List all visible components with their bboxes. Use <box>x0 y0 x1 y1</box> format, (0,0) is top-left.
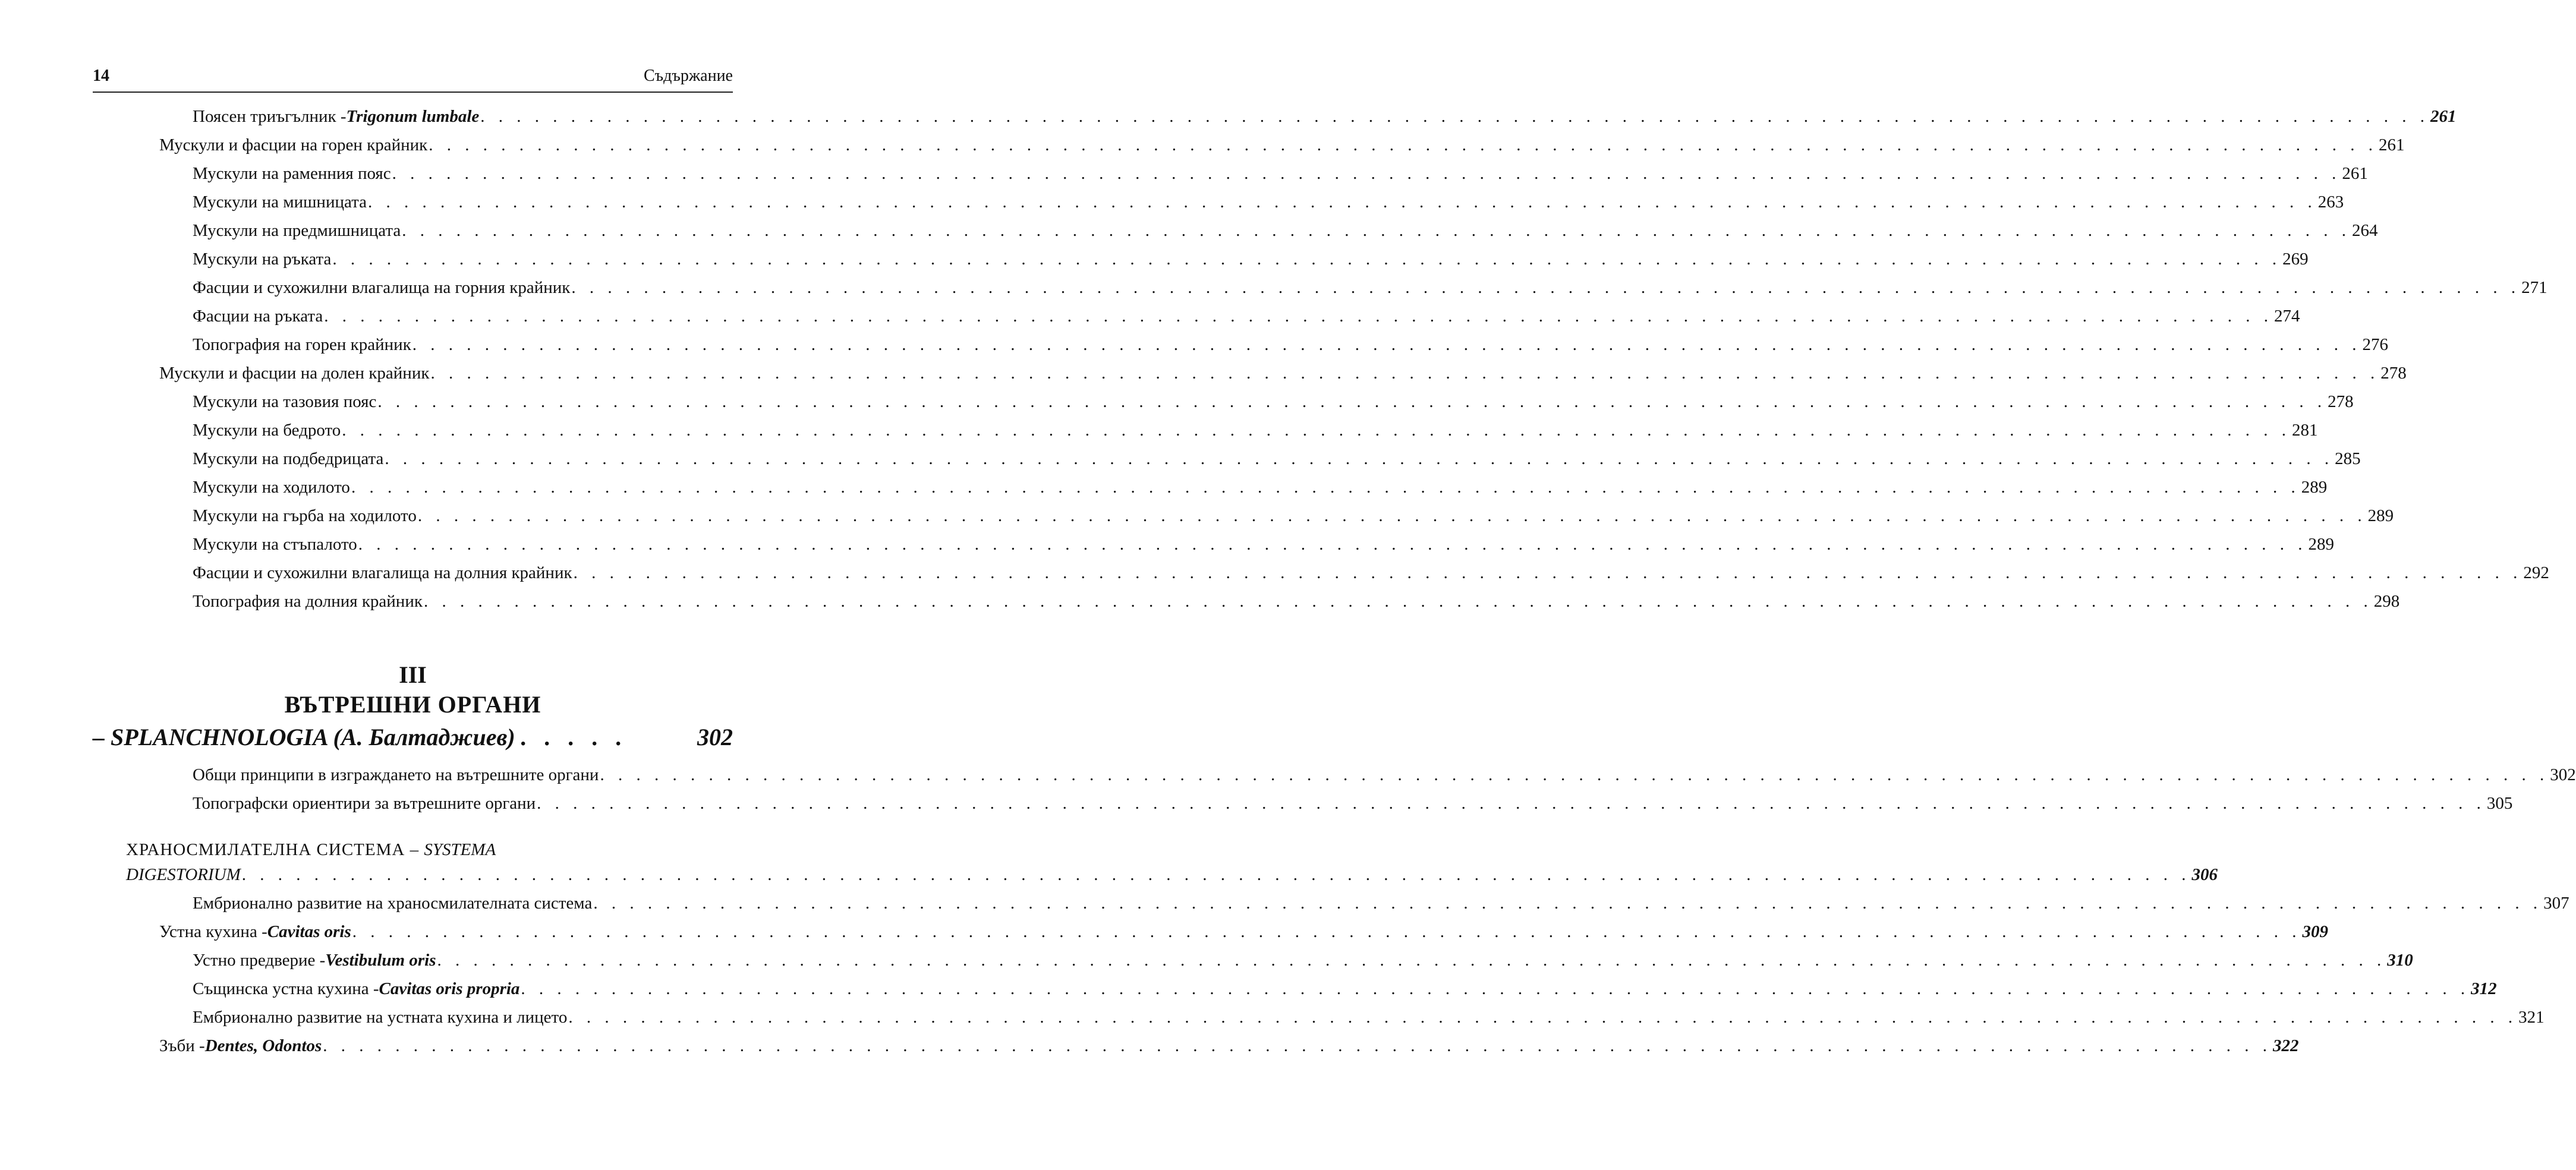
toc-leader: . . . . . . . . . . . . . . . . . . . . . . . . . . . . . . . . . . . . . . . . . . . . . . . . . . . . . . . . . . . . . . . . . . . . . . . . . . . . . . . . . . . . . . . . . . . . . . . . . . . . . . . . . . . . <box>352 922 2301 941</box>
toc-entry <box>93 273 2547 302</box>
toc-entry <box>93 188 2344 216</box>
toc-leader: . . . . . . . . . . . . . . . . . . . . . . . . . . . . . . . . . . . . . . . . . . . . . . . . . . . . . . . . . . . . . . . . . . . . . . . . . . . . . . . . . . . . . . . . . . . . . . . . . . . . . . . . . . . . <box>417 506 2367 525</box>
toc-entry <box>93 789 2513 818</box>
toc-entry-page: 278 <box>2328 392 2354 411</box>
toc-leader: . . . . . . . . . . . . . . . . . . . . . . . . . . . . . . . . . . . . . . . . . . . . . . . . . . . . . . . . . . . . . . . . . . . . . . . . . . . . . . . . . . . . . . . . . . . . . . . . . . . . . . . . . . . . <box>437 951 2386 970</box>
toc-entry <box>93 559 2549 587</box>
page-header <box>93 67 733 90</box>
toc-entry <box>93 530 2335 559</box>
toc-leader: . . . . . . . . . . . . . . . . . . . . . . . . . . . . . . . . . . . . . . . . . . . . . . . . . . . . . . . . . . . . . . . . . . . . . . . . . . . . . . . . . . . . . . . . . . . . . . . . . . . . . . . . . . . . <box>423 592 2373 611</box>
toc-leader: . . . . . . . . . . . . . . . . . . . . . . . . . . . . . . . . . . . . . . . . . . . . . . . . . . . . . . . . . . . . . . . . . . . . . . . . . . . . . . . . . . . . . . . . . . . . . . . . . . . . . . . . . . . . <box>480 107 2430 126</box>
toc-leader: . . . . . . . . . . . . . . . . . . . . . . . . . . . . . . . . . . . . . . . . . . . . . . . . . . . . . . . . . . . . . . . . . . . . . . . . . . . . . . . . . . . . . . . . . . . . . . . . . . . . . . . . . . . . <box>402 221 2351 240</box>
header-rule <box>93 92 733 93</box>
toc-leader: . . . . . . . . . . . . . . . . . . . . . . . . . . . . . . . . . . . . . . . . . . . . . . . . . . . . . . . . . . . . . . . . . . . . . . . . . . . . . . . . . . . . . . . . . . . . . . . . . . . . . . . . . . . . <box>568 1008 2518 1027</box>
toc-entry <box>93 946 2413 975</box>
toc-entry <box>93 387 2354 416</box>
toc-leader: . . . . . . . . . . . . . . . . . . . . . . . . . . . . . . . . . . . . . . . . . . . . . . . . . . . . . . . . . . . . . . . . . . . . . . . . . . . . . . . . . . . . . . . . . . . . . . . . . . . . . . . . . . . . <box>351 478 2300 497</box>
toc-entry-title: Топография на горен крайник <box>193 335 411 354</box>
toc-entry <box>93 1003 2544 1032</box>
toc-leader: . . . . . . . . . . . . . . . . . . . . . . . . . . . . . . . . . . . . . . . . . . . . . . . . . . . . . . . . . . . . . . . . . . . . . . . . . . . . . . . . . . . . . . . . . . . . . . . . . . . . . . . . . . . . <box>342 421 2291 440</box>
toc-entry <box>93 502 2394 530</box>
part-page: 302 <box>697 724 733 750</box>
toc-entry <box>93 975 2497 1003</box>
part-subtitle-row <box>93 723 733 751</box>
toc-entry <box>93 216 2378 245</box>
toc-entry <box>93 587 2400 616</box>
toc-leader: . . . . . . . . . . . . . . . . . . . . . . . . . . . . . . . . . . . . . . . . . . . . . . . . . . . . . . . . . . . . . . . . . . . . . . . . . . . . . . . . . . . . . . . . . . . . . . . . . . . . . . . . . . . . <box>593 894 2543 913</box>
toc-entry-page: 276 <box>2362 335 2389 354</box>
toc-entry <box>93 302 2300 330</box>
toc-entry <box>93 889 2569 917</box>
toc-entry-latin: Dentes, Odontos <box>204 1036 322 1055</box>
toc-entry-title: Мускули и фасции на горен крайник <box>159 135 428 154</box>
toc-entry-title: Същинска устна кухина - <box>193 979 379 998</box>
toc-entry-page: 307 <box>2543 894 2569 913</box>
toc-middle-list <box>93 761 2576 818</box>
toc-entry-title: Мускули на раменния пояс <box>193 164 391 183</box>
toc-entry-title: Топографски ориентири за вътрешните органи <box>193 794 536 813</box>
toc-entry-title: Мускули на тазовия пояс <box>193 392 377 411</box>
toc-lower-list <box>93 889 2569 1060</box>
toc-leader: . . . . . . . . . . . . . . . . . . . . . . . . . . . . . . . . . . . . . . . . . . . . . . . . . . . . . . . . . . . . . . . . . . . . . . . . . . . . . . . . . . . . . . . . . . . . . . . . . . . . . . . . . . . . <box>573 563 2523 582</box>
toc-entry <box>93 444 2361 473</box>
toc-upper-list <box>93 102 2549 616</box>
toc-entry-page: 285 <box>2335 449 2361 468</box>
toc-leader: . . . . . . . . . . . . . . . . . . . . . . . . . . . . . . . . . . . . . . . . . . . . . . . . . . . . . . . . . . . . . . . . . . . . . . . . . . . . . . . . . . . . . . . . . . . . . . . . . . . . . . . . . . . . <box>332 250 2282 269</box>
part-subtitle: – SPLANCHNOLOGIA (А. Балтаджиев) <box>93 724 515 750</box>
toc-entry-latin: Cavitas oris <box>267 922 351 941</box>
toc-leader: . . . . . . . . . . . . . . . . . . . . . . . . . . . . . . . . . . . . . . . . . . . . . . . . . . . . . . . . . . . . . . . . . . . . . . . . . . . . . . . . . . . . . . . . . . . . . . . . . . . . . . . . . . . . <box>358 535 2307 554</box>
toc-entry <box>93 473 2328 502</box>
part-title: ВЪТРЕШНИ ОРГАНИ <box>284 691 541 718</box>
toc-entry-title: Фасции и сухожилни влагалища на долния крайник <box>193 563 572 582</box>
toc-entry-page: 269 <box>2282 250 2309 269</box>
toc-entry-title: Мускули на мишницата <box>193 193 367 212</box>
toc-entry-page: 261 <box>2430 107 2457 126</box>
toc-entry-page: 261 <box>2379 135 2405 154</box>
toc-entry-page: 281 <box>2292 421 2318 440</box>
toc-entry-title: Ембрионално развитие на храносмилателната система <box>193 894 593 913</box>
page-number: 14 <box>93 67 109 85</box>
toc-entry-latin: Trigonum lumbale <box>346 107 480 126</box>
toc-entry-page: 302 <box>2550 765 2576 784</box>
toc-entry-title: Устно предверие - <box>193 951 326 970</box>
toc-entry-title: Топография на долния крайник <box>193 592 423 611</box>
toc-entry-page: 271 <box>2521 278 2547 297</box>
toc-entry-page: 310 <box>2387 951 2413 970</box>
toc-leader: . . . . . . . . . . . . . . . . . . . . . . . . . . . . . . . . . . . . . . . . . . . . . . . . . . . . . . . . . . . . . . . . . . . . . . . . . . . . . . . . . . . . . . . . . . . . . . . . . . . . . . . . . . . . <box>537 794 2486 813</box>
toc-entry-page: 289 <box>2308 535 2335 554</box>
system-title: ХРАНОСМИЛАТЕЛНА СИСТЕМА – <box>126 840 424 859</box>
toc-entry-title: Мускули на стъпалото <box>193 535 357 554</box>
toc-entry-page: 289 <box>2301 478 2328 497</box>
toc-entry-title: Зъби - <box>159 1036 205 1055</box>
toc-entry <box>93 330 2389 359</box>
toc-entry <box>93 245 2309 273</box>
toc-entry-page: 264 <box>2352 221 2378 240</box>
toc-entry-title: Фасции и сухожилни влагалища на горния крайник <box>193 278 571 297</box>
toc-entry-title: Поясен триъгълник - <box>193 107 347 126</box>
toc-leader: . . . . . . . . . . . . . . . . . . . . . . . . . . . . . . . . . . . . . . . . . . . . . . . . . . . . . . . . . . . . . . . . . . . . . . . . . . . . . . . . . . . . . . . . . . . . . . . . . . . . . . . . . . . . <box>385 449 2334 468</box>
system-latin-2: DIGESTORIUM <box>126 865 241 884</box>
toc-leader: . . . . . . . . . . . . . . . . . . . . . . . . . . . . . . . . . . . . . . . . . . . . . . . . . . . . . . . . . . . . . . . . . . . . . . . . . . . . . . . . . . . . . . . . . . . . . . . . . . . . . . . . . . . . <box>377 392 2327 411</box>
toc-entry-page: 274 <box>2274 307 2300 326</box>
running-title: Съдържание <box>643 67 733 85</box>
toc-entry-page: 292 <box>2523 563 2549 582</box>
toc-leader: . . . . . . . . . . . . . . . . . . . . . . . . . . . . . . . . . . . . . . . . . . . . . . . . . . . . . . . . . . . . . . . . . . . . . . . . . . . . . . . . . . . . . . . . . . . . . . . . . . . . . . . . . . . . <box>571 278 2521 297</box>
toc-entry-latin: Vestibulum oris <box>325 951 436 970</box>
toc-entry-page: 305 <box>2486 794 2513 813</box>
toc-entry-page: 278 <box>2380 364 2407 383</box>
toc-entry-page: 309 <box>2302 922 2328 941</box>
toc-entry <box>93 1032 2299 1060</box>
toc-entry <box>93 416 2318 444</box>
toc-entry-page: 322 <box>2273 1036 2299 1055</box>
system-page: 306 <box>2191 865 2218 884</box>
toc-leader: . . . . . . . . . . . . . . . . . . . . . . . . . . . . . . . . . . . . . . . . . . . . . . . . . . . . . . . . . . . . . . . . . . . . . . . . . . . . . . . . . . . . . . . . . . . . . . . . . . . . . . . . . . . . <box>368 193 2317 212</box>
toc-leader: . . . . . . . . . . . . . . . . . . . . . . . . . . . . . . . . . . . . . . . . . . . . . . . . . . . . . . . . . . . . . . . . . . . . . . . . . . . . . . . . . . . . . . . . . . . . . . . . . . . . . . . . . . . . <box>412 335 2361 354</box>
toc-entry-title: Устна кухина - <box>159 922 267 941</box>
toc-leader: . . . . . . . . . . . . . . . . . . . . . . . . . . . . . . . . . . . . . . . . . . . . . . . . . . . . . . . . . . . . . . . . . . . . . . . . . . . . . . . . . . . . . . . . . . . . . . . . . . . . . . . . . . . . <box>521 979 2470 998</box>
toc-entry-title: Мускули на подбедрицата <box>193 449 384 468</box>
toc-entry-title: Мускули на ръката <box>193 250 332 269</box>
toc-entry-title: Ембрионално развитие на устната кухина и лицето <box>193 1008 568 1027</box>
toc-entry-page: 263 <box>2317 193 2344 212</box>
toc-entry <box>93 761 2576 789</box>
toc-entry-page: 289 <box>2367 506 2394 525</box>
toc-leader: . . . . . . . . . . . . . . . . . . . . . . . . . . . . . . . . . . . . . . . . . . . . . . . . . . . . . . . . . . . . . . . . . . . . . . . . . . . . . . . . . . . . . . . . . . . . . . . . . . . . . . . . . . . . <box>429 135 2378 154</box>
toc-entry <box>93 102 2457 131</box>
toc-leader: . . . . . . . . . . . . . . . . . . . . . . . . . . . . . . . . . . . . . . . . . . . . . . . . . . . . . . . . . . . . . . . . . . . . . . . . . . . . . . . . . . . . . . . . . . . . . . . . . . . . . . . . . . . . <box>430 364 2380 383</box>
toc-leader: . . . . . . . . . . . . . . . . . . . . . . . . . . . . . . . . . . . . . . . . . . . . . . . . . . . . . . . . . . . . . . . . . . . . . . . . . . . . . . . . . . . . . . . . . . . . . . . . . . . . . . . . . . . . <box>323 1036 2272 1055</box>
toc-leader: . . . . . . . . . . . . . . . . . . . . . . . . . . . . . . . . . . . . . . . . . . . . . . . . . . . . . . . . . . . . . . . . . . . . . . . . . . . . . . . . . . . . . . . . . . . . . . . . . . . . . . . . . . . . <box>324 307 2273 326</box>
toc-entry-title: Общи принципи в изграждането на вътрешните органи <box>193 765 599 784</box>
toc-entry <box>93 359 2407 387</box>
toc-entry <box>93 159 2368 188</box>
part-number: III <box>399 661 427 688</box>
system-leader: . . . . . . . . . . . . . . . . . . . . . . . . . . . . . . . . . . . . . . . . . . . . . . . . . . . . . . . . . . . . . . . . . . . . . . . . . . . . . . . . . . . . . . . . . . . . . . . . . . . . . . . . . . . . <box>241 865 2191 884</box>
toc-leader: . . . . . . . . . . . . . . . . . . . . . . . . . . . . . . . . . . . . . . . . . . . . . . . . . . . . . . . . . . . . . . . . . . . . . . . . . . . . . . . . . . . . . . . . . . . . . . . . . . . . . . . . . . . . <box>600 765 2549 784</box>
toc-entry-page: 321 <box>2518 1008 2544 1027</box>
toc-entry-page: 261 <box>2342 164 2368 183</box>
toc-entry-title: Мускули на бедрото <box>193 421 341 440</box>
toc-entry-title: Мускули и фасции на долен крайник <box>159 364 430 383</box>
system-heading <box>126 838 2218 888</box>
part-leader: . . . . . <box>521 724 628 750</box>
toc-entry-page: 312 <box>2471 979 2497 998</box>
toc-entry-title: Мускули на предмишницата <box>193 221 401 240</box>
toc-entry-title: Мускули на ходилото <box>193 478 350 497</box>
toc-entry <box>93 917 2328 946</box>
toc-entry-latin: Cavitas oris propria <box>379 979 520 998</box>
toc-entry-title: Мускули на гърба на ходилото <box>193 506 417 525</box>
toc-entry-title: Фасции на ръката <box>193 307 323 326</box>
toc-leader: . . . . . . . . . . . . . . . . . . . . . . . . . . . . . . . . . . . . . . . . . . . . . . . . . . . . . . . . . . . . . . . . . . . . . . . . . . . . . . . . . . . . . . . . . . . . . . . . . . . . . . . . . . . . <box>392 164 2341 183</box>
toc-entry-page: 298 <box>2373 592 2400 611</box>
system-latin-1: SYSTEMA <box>424 840 496 859</box>
toc-entry <box>93 131 2405 159</box>
